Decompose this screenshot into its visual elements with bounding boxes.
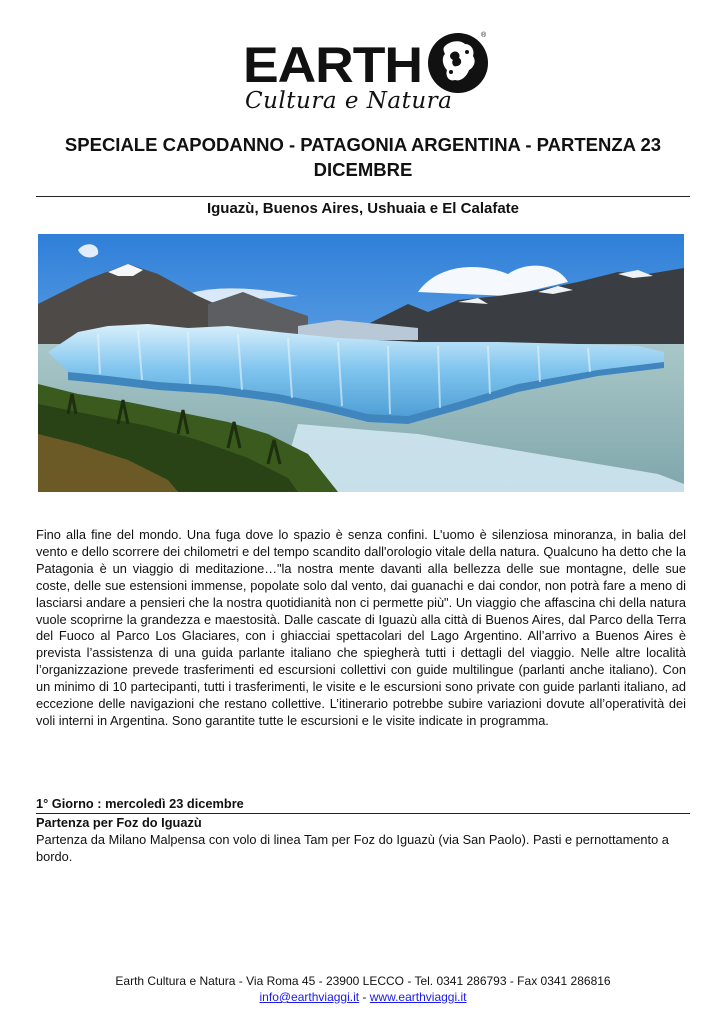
day-divider [36, 813, 690, 814]
page-subtitle: Iguazù, Buenos Aires, Ushuaia e El Calafate [206, 200, 520, 217]
email-link[interactable]: info@earthviaggi.it [259, 990, 360, 1004]
website-link[interactable]: www.earthviaggi.it [369, 990, 467, 1004]
footer-links [36, 989, 690, 1005]
earth-logo [243, 30, 493, 116]
logo-wordmark: EARTH [243, 37, 422, 93]
title-divider [36, 196, 690, 197]
footer [36, 973, 690, 1005]
day-1-subtitle: Partenza per Foz do Iguazù [36, 815, 202, 830]
intro-paragraph: Fino alla fine del mondo. Una fuga dove lo spazio è senza confini. L'uomo è silenziosa minoranza, in balia del vento e dello scorrere dei chilometri e del tempo scandito dall'orologio vitale della natura. Qualcuno ha detto che la Patagonia è un viaggio di meditazione…"la nostra mente davanti alla bellezza delle sue montagne, delle sue coste, delle sue estensioni immense, popolate solo dal vento, dai guanachi e dai condor, non potrà fare a meno di lasciarsi andare a pensieri che la nostra quotidianità non ci permette più". Un viaggio che affascina chi della natura vuole scoprirne la grandezza e maestosità. Dalle cascate di Iguazù alla città di Buenos Aires, dal Parco della Terra del Fuoco al Parco Los Glaciares, con i ghiacciai spettacolari del Lago Argentino. All’arrivo a Buenos Aires è prevista l’assistenza di una guida parlante italiano che spiegherà tutti i dettagli del viaggio. Nelle altre località l’organizzazione prevede trasferimenti ed escursioni collettivi con guide multilingue (parlanti anche italiano). Con un minimo di 10 partecipanti, tutti i trasferimenti, le visite e le escursioni sono private con guide parlanti italiano, ad eccezione delle navigazioni che restano collettive. L’itinerario potrebbe subire variazioni dovute all’operatività dei voli interni in Argentina. Sono garantite tutte le escursioni e le visite indicate in programma. [36, 527, 686, 728]
day-1-title: 1° Giorno : mercoledì 23 dicembre [36, 796, 244, 811]
page-title: SPECIALE CAPODANNO - PATAGONIA ARGENTINA - PARTENZA 23 DICEMBRE [64, 134, 662, 180]
globe-icon [427, 32, 489, 94]
logo-tagline: Cultura e Natura [245, 88, 453, 114]
footer-address: Earth Cultura e Natura - Via Roma 45 - 23900 LECCO - Tel. 0341 286793 - Fax 0341 286816 [115, 974, 611, 988]
glacier-photo [38, 234, 684, 492]
footer-separator: - [359, 990, 370, 1004]
day-1-text: Partenza da Milano Malpensa con volo di linea Tam per Foz do Iguazù (via San Paolo). Pasti e pernottamento a bordo. [36, 832, 669, 864]
registered-mark: ® [481, 32, 487, 39]
